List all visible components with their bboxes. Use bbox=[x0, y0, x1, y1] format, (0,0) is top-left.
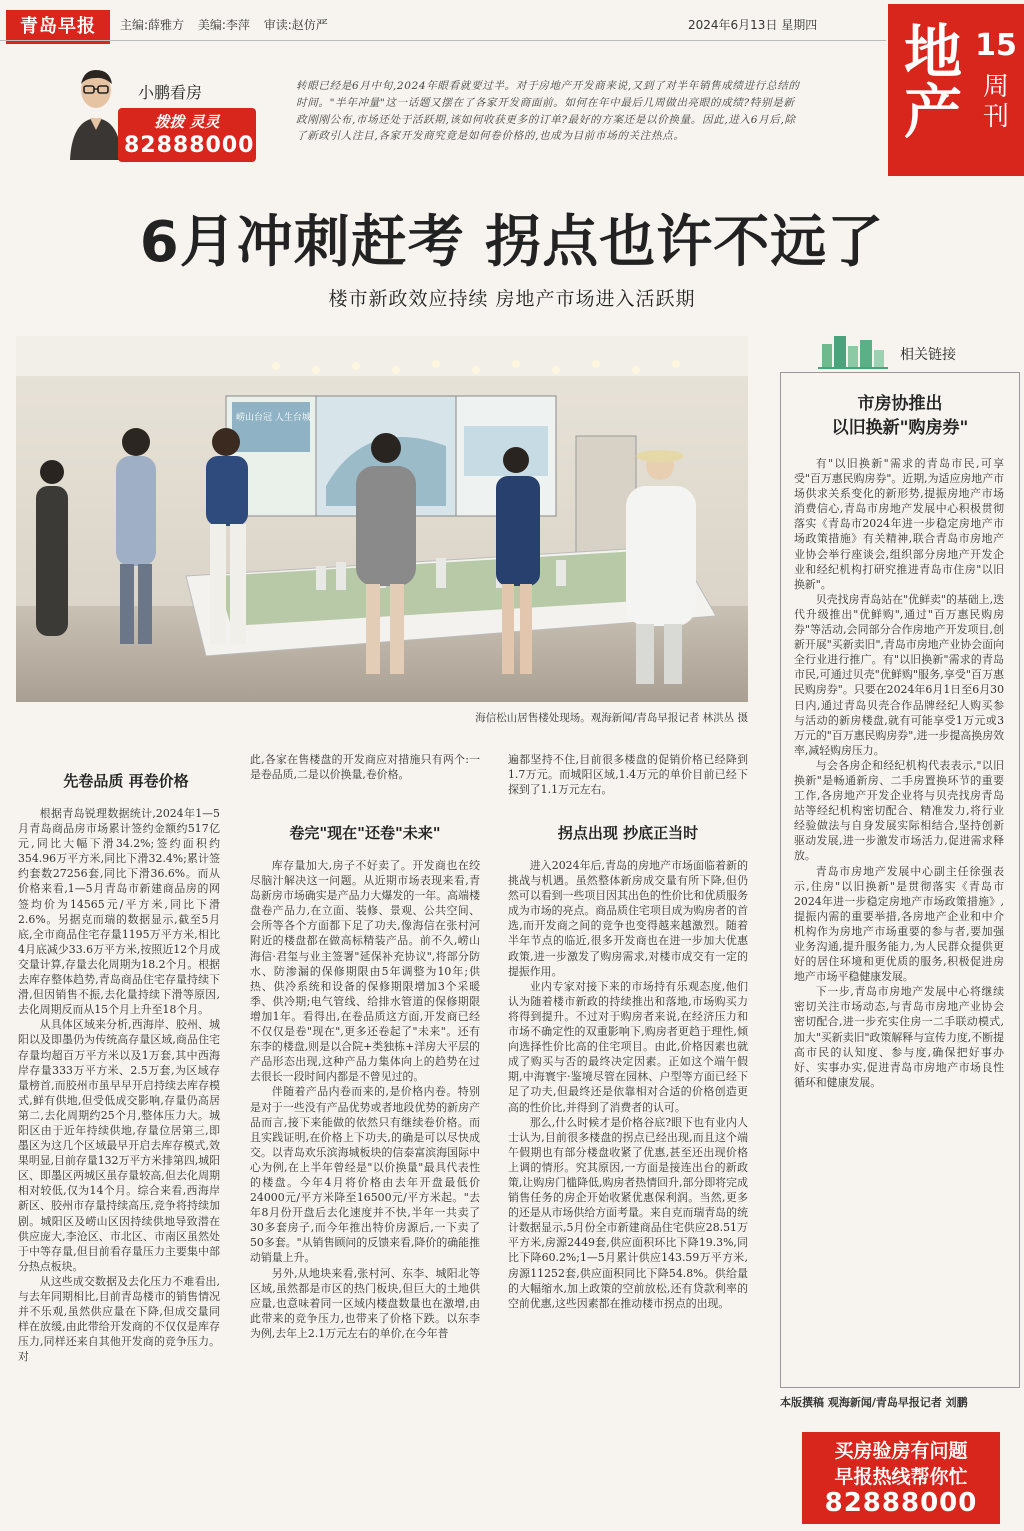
issue-date: 2024年6月13日 星期四 bbox=[688, 18, 818, 32]
header-divider bbox=[0, 40, 886, 41]
article-column-3-continuation: 遍都坚持不住,目前很多楼盘的促销价格已经降到1.7万元。而城阳区域,1.4万元的单价目前已经下探到了1.1万元左右。 bbox=[508, 753, 748, 797]
sub-headline: 楼市新政效应持续 房地产市场进入活跃期 bbox=[328, 288, 696, 310]
article-column-3 bbox=[508, 858, 748, 1528]
photo-caption: 海信松山居售楼处现场。观海新闻/青岛早报记者 林洪丛 摄 bbox=[475, 712, 748, 724]
promo-line-2: 早报热线帮你忙 bbox=[834, 1466, 968, 1488]
section-title: 地产 bbox=[903, 18, 962, 146]
page-number: 15 bbox=[975, 28, 1017, 63]
paragraph: 青岛市房地产发展中心副主任徐强表示,住房"以旧换新"是贯彻落实《青岛市2024年进一步稳定房地产市场政策措施》,提振内需的重要举措,各房地产企业和中介机构作为房地产市场重要的参与者,要加强业务沟通,提升服务能力,为人民群众提供更好的居住环境和更优质的服务,积极促进房地产市场平稳健康发展。 bbox=[794, 864, 1004, 984]
main-headline: 6月冲刺赶考 拐点也许不远了 bbox=[139, 210, 885, 275]
paragraph: 从具体区域来分析,西海岸、胶州、城阳以及即墨仍为传统高存量区域,商品住宅存量均超百万平方米以及1万套,其中西海岸存量333万平方米、2.5万套,为区域存量榜首,而胶州市虽早早开启持续去库存模式,鲜有供地,但受低成交影响,存量仍高居第二,去化周期约25个月,整体压力大。城阳区由于近年持续供地,存量位居第三,即墨区为这几个区域最早开启去库存模式,效果明显,目前存量132万平方米排第四,城阳区、即墨区两城区虽存量较高,但去化周期相对较低,仅为14个月。综合来看,西海岸新区、胶州市存量持续高压,竞争将持续加剧。城阳区及崂山区因持续供地导致潜在供应庞大,李沧区、市北区、市南区虽然处于中等存量,但目前看存量压力主要集中部分热点板块。 bbox=[18, 1018, 220, 1273]
credit-editor: 主编:薛雅方 bbox=[120, 18, 185, 32]
weekly-label: 周刊 bbox=[982, 72, 1009, 132]
hotline-number: 82888000 bbox=[124, 133, 255, 158]
paragraph: 进入2024年后,青岛的房地产市场面临着新的挑战与机遇。虽然整体新房成交量有所下降,但仍然可以看到一些项目因其出色的性价比和优质服务成为市场的亮点。商品质住宅项目成为购房者的首选,而开发商之间的竞争也变得越来越激烈。随着半年节点的临近,很多开发商也在进一步加大优惠政策,进一步激发了购房需求,对楼市成交有一定的提振作用。 bbox=[508, 859, 748, 978]
related-links-label: 相关链接 bbox=[900, 347, 956, 363]
article-column-2 bbox=[250, 858, 480, 1528]
paragraph: 库存量加大,房子不好卖了。开发商也在绞尽脑汁解决这一问题。从近期市场表现来看,青岛新房市场确实是产品力大爆发的一年。高端楼盘卷产品力,在立面、装修、景观、公共空间、会所等各个方面都下足了功夫,像海信在张村河附近的楼盘都在做高标精装产品。前不久,崂山海信·君玺与业主签署"延保补充协议",将部分防水、防渗漏的保修期限由5年调整为10年;供热、供冷系统和设备的保修期限增加3个采暖季、供冷期;电气管线、给排水管道的保修期限增加1年。看得出,在卷品质这方面,开发商已经不仅仅是卷"现在",更多还卷起了"未来"。还有东李的楼盘,则是以合院+类独栋+洋房大平层的产品形态出现,这种产品力集体向上的趋势在过去很长一段时间内都是不曾见过的。 bbox=[250, 859, 480, 1084]
column-title: 小鹏看房 bbox=[138, 83, 203, 102]
paragraph: 与会各房企和经纪机构代表表示,"以旧换新"是畅通新房、二手房置换环节的重要工作,各房地产开发企业将与贝壳找房青岛站等经纪机构密切配合、精准发力,将行业经验做法与自身发展实际相结合,坚持创新驱动发展,进一步激发市场活力,促进需求释放。 bbox=[794, 758, 1004, 863]
section-heading-3: 拐点出现 抄底正当时 bbox=[557, 824, 699, 842]
paragraph: 根据青岛锐理数据统计,2024年1—5月青岛商品房市场累计签约金额约517亿元,同比大幅下滑34.2%;签约面积约354.96万平方米,同比下滑32.4%;累计签约套数27256套,同比下滑36.6%。而从价格来看,1—5月青岛市新建商品房的网签均价为14565元/平方米,同比下滑2.6%。另据克而瑞的数据显示,截至5月底,全市商品住宅存量1195万平方米,相比4月底减少33.6万平方米,按照近12个月成交量计算,存量去化周期为18.2个月。根据去库存整体趋势,青岛商品住宅存量持续下滑,但因销售不振,去化量持续下滑等原因,去化周期反而从15个月上升至18个月。 bbox=[18, 807, 220, 1017]
paragraph: 下一步,青岛市房地产发展中心将继续密切关注市场动态,与青岛市房地产业协会密切配合,进一步充实住房一二手联动模式,加大"买新卖旧"政策解释与宣传力度,不断提高市民的认知度、参与度,确保把好事办好、实事办实,促进青岛市房地产市场良性循环和健康发展。 bbox=[794, 985, 1004, 1089]
sidebar-title-line-1: 市房协推出 bbox=[857, 394, 943, 414]
intro-paragraph: 转眼已经是6月中旬,2024年眼看就要过半。对于房地产开发商来说,又到了对半年销售成绩进行总结的时间。"半年冲量"这一话题又摆在了各家开发商面前。如何在年中最后几周做出亮眼的成绩?特别是新政刚刚公布,市场还处于活跃期,该如何收获更多的订单?最好的方案还是以价换量。因此,进入6月后,除了新政引人注目,各家开发商究竟是如何卷价格的,也成为目前市场的关注热点。 bbox=[296, 80, 800, 143]
sidebar-body bbox=[794, 456, 1004, 1382]
sales-office-photo bbox=[16, 336, 748, 702]
article-column-2-continuation: 此,各家在售楼盘的开发商应对措施只有两个:一是卷品质,二是以价换量,卷价格。 bbox=[250, 753, 480, 782]
newspaper-logo: 青岛早报 bbox=[6, 10, 110, 44]
article-column-1 bbox=[18, 806, 220, 1526]
display-board-text: 崂山台冠 人生台城 bbox=[236, 413, 311, 423]
section-heading-1: 先卷品质 再卷价格 bbox=[63, 772, 189, 790]
paragraph: 另外,从地块来看,张村河、东李、城阳北等区域,虽然都是市区的热门板块,但巨大的土地供应量,也意味着同一区域内楼盘数量也在激增,由此带来的竞争压力,也带来了价格下跌。以东李为例,去年上2.1万元左右的单价,在今年普 bbox=[250, 1266, 480, 1340]
credit-proofreader: 审读:赵仿严 bbox=[263, 18, 328, 32]
paragraph: 从这些成交数据及去化压力不难看出,与去年同期相比,目前青岛楼市的销售情况并不乐观,虽然供应量在下降,但成交量同样在放缓,由此带给开发商的不仅仅是库存压力,同样还来自其他开发商的竞争压力。对 bbox=[18, 1274, 220, 1364]
hotline-label: 拨拨 灵灵 bbox=[154, 113, 220, 131]
credit-designer: 美编:李萍 bbox=[197, 18, 250, 32]
paragraph: 伴随着产品内卷而来的,是价格内卷。特别是对于一些没有产品优势或者地段优势的新房产品而言,接下来能做的依然只有继续卷价格。而且实践证明,在价格上下功夫,的确是可以尽快成交。以青岛欢乐滨海城板块的信泰富滨海国际中心为例,在上半年曾经是"以价换量"最具代表性的楼盘。今年4月将价格由去年开盘最低价24000元/平方米降至16500元/平方米起。"去年8月份开盘后去化速度并不快,半年一共卖了30多套房子,而今年推出特价房源后,一下卖了50多套。"从销售顾问的反馈来看,降价的确能推动销量上升。 bbox=[250, 1085, 480, 1265]
section-heading-2: 卷完"现在"还卷"未来" bbox=[289, 824, 441, 842]
sidebar-title bbox=[780, 392, 1020, 440]
paragraph: 业内专家对接下来的市场持有乐观态度,他们认为随着楼市新政的持续推出和落地,市场购买力将得到提升。不过对于购房者来说,在经济压力和市场不确定性的双重影响下,购房者更趋于理性,倾向选择性价比高的住宅项目。由此,价格因素也就成了购买与否的最终决定因素。正如这个端午假期,中海寰宇·鉴境尽管在园林、户型等方面已经下足了功夫,但最终还是依靠相对合适的价格创造更高的性价比,并得到了消费者的认可。 bbox=[508, 979, 748, 1114]
paragraph: 有"以旧换新"需求的青岛市民,可享受"百万惠民购房券"。近期,为适应房地产市场供求关系变化的新形势,提振房地产市场消费信心,青岛市房地产发展中心积极贯彻落实《青岛市2024年进一步稳定房地产市场政策措施》有关精神,联合青岛市房地产业协会举行座谈会,组织部分房地产开发企业和经纪机构打研究推进青岛市住房"以旧换新"。 bbox=[794, 457, 1004, 591]
byline: 本版撰稿 观海新闻/青岛早报记者 刘鹏 bbox=[780, 1396, 968, 1409]
editor-credits bbox=[120, 16, 338, 33]
paragraph: 贝壳找房青岛站在"优鲜卖"的基础上,迭代升级推出"优鲜购",通过"百万惠民购房券"等活动,会同部分合作房地产开发项目,创新开展"买新卖旧",青岛市房地产业协会面向全行业进行推广。有"以旧换新"需求的青岛市民,可通过贝壳"优鲜购"服务,享受"百万惠民购房券"。只要在2024年6月1日至6月30日内,通过青岛贝壳合作品牌经纪人购买参与活动的新房楼盘,就有可能享受1万元或3万元的"百万惠民购房券",进一步提高换房效率,减轻购房压力。 bbox=[794, 592, 1004, 757]
promo-line-1: 买房验房有问题 bbox=[834, 1440, 968, 1462]
buildings-icon bbox=[818, 330, 888, 370]
paragraph: 那么,什么时候才是价格谷底?眼下也有业内人士认为,目前很多楼盘的拐点已经出现,而且这个端午假期也有部分楼盘收紧了优惠,甚至还出现价格上调的情形。究其原因,一方面是接连出台的新政策,让购房门槛降低,购房者热情回升,部分即将完成销售任务的房企开始收紧优惠保利润。当然,更多的还是从市场供给方面考量。来自克而瑞青岛的统计数据显示,5月份全市新建商品住宅供应28.51万平方米,房源2449套,供应面积环比下降19.3%,同比下降60.2%;1—5月累计供应143.59万平方米,房源11252套,供应面积同比下降54.8%。供给量的大幅缩水,加上政策的空前放松,还有贷款利率的空前优惠,这些因素都在推动楼市拐点的出现。 bbox=[508, 1115, 748, 1310]
promo-number: 82888000 bbox=[824, 1488, 978, 1518]
sidebar-title-line-2: 以旧换新"购房券" bbox=[831, 418, 969, 438]
